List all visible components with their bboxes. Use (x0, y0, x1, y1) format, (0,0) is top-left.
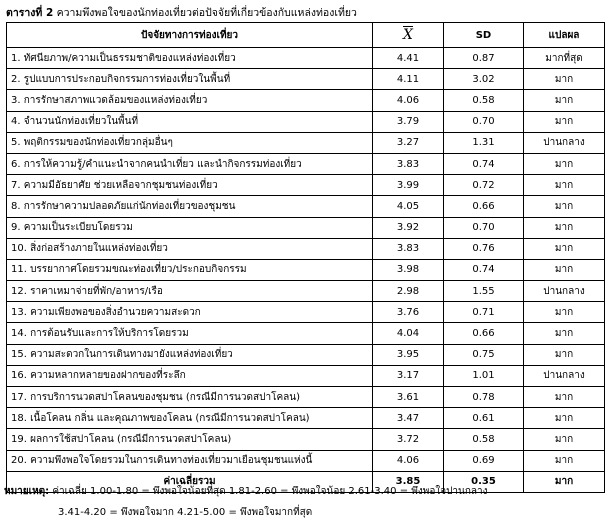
row-result: มาก (524, 90, 605, 111)
row-sd: 0.72 (444, 175, 524, 196)
table-row (7, 69, 605, 90)
table-number: ตารางที่ 2 (6, 7, 54, 19)
row-result: มาก (524, 196, 605, 217)
average-label: ค่าเฉลี่ยรวม (7, 471, 373, 492)
row-factor: 12. ราคาเหมาจ่ายที่พัก/อาหาร/เรือ (7, 281, 373, 302)
row-sd: 0.71 (444, 302, 524, 323)
table-row (7, 153, 605, 174)
row-result: มาก (524, 238, 605, 259)
average-mean: 3.85 (373, 471, 444, 492)
row-factor: 11. บรรยากาศโดยรวมขณะท่องเที่ยว/ประกอบกิจกรรม (7, 259, 373, 280)
row-mean: 3.27 (373, 132, 444, 153)
row-sd: 3.02 (444, 69, 524, 90)
note-label: หมายเหตุ: (4, 486, 50, 497)
table-row (7, 387, 605, 408)
row-result: ปานกลาง (524, 132, 605, 153)
row-mean: 4.05 (373, 196, 444, 217)
note-line-1 (4, 484, 488, 499)
average-sd: 0.35 (444, 471, 524, 492)
row-result: มาก (524, 344, 605, 365)
row-mean: 4.11 (373, 69, 444, 90)
row-result: มาก (524, 111, 605, 132)
row-sd: 0.76 (444, 238, 524, 259)
row-factor: 20. ความพึงพอใจโดยรวมในการเดินทางท่องเที่ยวมาเยือนชุมชนแห่งนี้ (7, 450, 373, 471)
note-line-2 (58, 505, 312, 520)
row-factor: 10. สิ่งก่อสร้างภายในแหล่งท่องเที่ยว (7, 238, 373, 259)
header-factor: ปัจจัยทางการท่องเที่ยว (7, 23, 373, 48)
row-result: มาก (524, 69, 605, 90)
table-row (7, 281, 605, 302)
row-mean: 3.83 (373, 153, 444, 174)
table-row (7, 48, 605, 69)
row-result: มาก (524, 429, 605, 450)
row-factor: 19. ผลการใช้สปาโคลน (กรณีมีการนวดสปาโคลน) (7, 429, 373, 450)
row-mean: 3.99 (373, 175, 444, 196)
row-result: มากที่สุด (524, 48, 605, 69)
row-mean: 4.06 (373, 450, 444, 471)
row-sd: 0.58 (444, 90, 524, 111)
row-factor: 4. จำนวนนักท่องเที่ยวในพื้นที่ (7, 111, 373, 132)
row-factor: 18. เนื้อโคลน กลิ่น และคุณภาพของโคลน (กรณีมีการนวดสปาโคลน) (7, 408, 373, 429)
row-sd: 0.87 (444, 48, 524, 69)
row-sd: 0.74 (444, 153, 524, 174)
row-result: มาก (524, 175, 605, 196)
row-factor: 14. การต้อนรับและการให้บริการโดยรวม (7, 323, 373, 344)
row-mean: 3.83 (373, 238, 444, 259)
table-row (7, 217, 605, 238)
row-mean: 4.06 (373, 90, 444, 111)
table-header-row (7, 23, 605, 48)
row-result: มาก (524, 217, 605, 238)
row-mean: 3.98 (373, 259, 444, 280)
row-result: มาก (524, 450, 605, 471)
table-row (7, 196, 605, 217)
row-mean: 3.47 (373, 408, 444, 429)
row-result: มาก (524, 302, 605, 323)
row-sd: 1.01 (444, 365, 524, 386)
row-factor: 8. การรักษาความปลอดภัยแก่นักท่องเที่ยวของชุมชน (7, 196, 373, 217)
row-factor: 17. การบริการนวดสปาโคลนของชุมชน (กรณีมีการนวดสปาโคลน) (7, 387, 373, 408)
row-sd: 0.58 (444, 429, 524, 450)
satisfaction-table (6, 22, 605, 493)
row-sd: 1.31 (444, 132, 524, 153)
table-row (7, 90, 605, 111)
header-sd: SD (444, 23, 524, 48)
row-mean: 3.72 (373, 429, 444, 450)
row-result: มาก (524, 408, 605, 429)
row-sd: 0.69 (444, 450, 524, 471)
mean-symbol: $\overline{X}$ (403, 27, 413, 43)
row-mean: 3.95 (373, 344, 444, 365)
table-row (7, 175, 605, 196)
table-body (7, 48, 605, 493)
table-row (7, 429, 605, 450)
row-sd: 0.66 (444, 196, 524, 217)
table-caption (6, 4, 357, 21)
row-factor: 16. ความหลากหลายของฝากของที่ระลึก (7, 365, 373, 386)
row-factor: 15. ความสะดวกในการเดินทางมายังแหล่งท่องเที่ยว (7, 344, 373, 365)
row-mean: 3.17 (373, 365, 444, 386)
table-row (7, 450, 605, 471)
row-sd: 0.61 (444, 408, 524, 429)
row-result: มาก (524, 323, 605, 344)
row-mean: 4.41 (373, 48, 444, 69)
row-mean: 3.79 (373, 111, 444, 132)
header-mean (373, 23, 444, 48)
row-sd: 1.55 (444, 281, 524, 302)
row-factor: 7. ความมีอัธยาศัย ช่วยเหลือจากชุมชนท่องเที่ยว (7, 175, 373, 196)
row-factor: 2. รูปแบบการประกอบกิจกรรมการท่องเที่ยวในพื้นที่ (7, 69, 373, 90)
row-factor: 6. การให้ความรู้/คำแนะนำจากคนนำเที่ยว และนำกิจกรรมท่องเที่ยว (7, 153, 373, 174)
row-result: ปานกลาง (524, 365, 605, 386)
row-factor: 9. ความเป็นระเบียบโดยรวม (7, 217, 373, 238)
table-row (7, 344, 605, 365)
row-sd: 0.70 (444, 111, 524, 132)
row-result: มาก (524, 259, 605, 280)
row-result: มาก (524, 387, 605, 408)
row-mean: 3.61 (373, 387, 444, 408)
table-row (7, 259, 605, 280)
table-row (7, 132, 605, 153)
row-factor: 5. พฤติกรรมของนักท่องเที่ยวกลุ่มอื่นๆ (7, 132, 373, 153)
note-text-2: 3.41-4.20 = พึงพอใจมาก 4.21-5.00 = พึงพอใจมากที่สุด (58, 507, 313, 518)
row-sd: 0.66 (444, 323, 524, 344)
row-sd: 0.74 (444, 259, 524, 280)
row-factor: 1. ทัศนียภาพ/ความเป็นธรรมชาติของแหล่งท่องเที่ยว (7, 48, 373, 69)
note-text-1: ค่าเฉลี่ย 1.00-1.80 = พึงพอใจน้อยที่สุด 1.81-2.60 = พึงพอใจน้อย 2.61-3.40 = พึงพอใจปานกลาง (52, 486, 488, 497)
row-sd: 0.78 (444, 387, 524, 408)
row-factor: 3. การรักษาสภาพแวดล้อมของแหล่งท่องเที่ยว (7, 90, 373, 111)
table-title: ความพึงพอใจของนักท่องเที่ยวต่อปัจจัยที่เกี่ยวข้องกับแหล่งท่องเที่ยว (56, 7, 357, 19)
row-result: มาก (524, 153, 605, 174)
row-mean: 3.92 (373, 217, 444, 238)
table-row (7, 323, 605, 344)
row-mean: 2.98 (373, 281, 444, 302)
row-sd: 0.75 (444, 344, 524, 365)
row-factor: 13. ความเพียงพอของสิ่งอำนวยความสะดวก (7, 302, 373, 323)
row-sd: 0.70 (444, 217, 524, 238)
table-row (7, 408, 605, 429)
table-row (7, 111, 605, 132)
header-interpretation: แปลผล (524, 23, 605, 48)
row-result: ปานกลาง (524, 281, 605, 302)
row-mean: 3.76 (373, 302, 444, 323)
table-row (7, 238, 605, 259)
table-row (7, 302, 605, 323)
row-mean: 4.04 (373, 323, 444, 344)
table-row (7, 365, 605, 386)
average-result: มาก (524, 471, 605, 492)
